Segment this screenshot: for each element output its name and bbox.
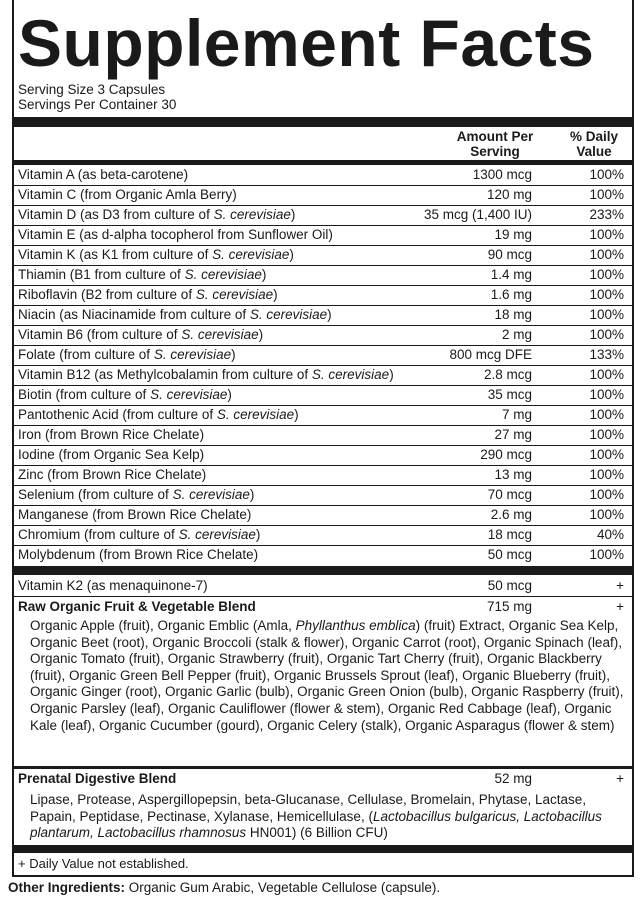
nutrient-dv: 100% [589, 367, 624, 382]
blend-name: Raw Organic Fruit & Vegetable Blend [18, 599, 256, 614]
nutrient-amount: 70 mcg [487, 487, 532, 502]
nutrient-dv: 100% [589, 407, 624, 422]
nutrient-row [18, 365, 624, 385]
nutrient-name: Vitamin A (as beta-carotene) [18, 167, 189, 182]
nutrient-name: Vitamin B6 (from culture of S. cerevisiae) [18, 327, 264, 342]
nutrient-name: Thiamin (B1 from culture of S. cerevisiae) [18, 267, 267, 282]
nutrient-amount: 7 mg [501, 407, 532, 422]
nutrient-name: Biotin (from culture of S. cerevisiae) [18, 387, 232, 402]
nutrient-row [18, 265, 624, 285]
nutrient-dv: 100% [589, 447, 624, 462]
nutrient-dv: 100% [589, 547, 624, 562]
nutrient-dv: 100% [589, 507, 624, 522]
nutrient-amount: 50 mcg [487, 578, 532, 593]
nutrient-name: Vitamin C (from Organic Amla Berry) [18, 187, 237, 202]
nutrient-name: Molybdenum (from Brown Rice Chelate) [18, 547, 259, 562]
blend-amount: 52 mg [494, 771, 532, 786]
daily-value-footnote: + Daily Value not established. [18, 856, 189, 871]
nutrient-dv: 100% [589, 247, 624, 262]
nutrient-dv: + [616, 578, 624, 593]
servings-per-container: Servings Per Container 30 [18, 97, 177, 112]
nutrient-amount: 18 mg [494, 307, 532, 322]
nutrient-row [18, 285, 624, 305]
nutrient-amount: 18 mcg [487, 527, 532, 542]
nutrient-row [18, 445, 624, 465]
nutrient-name: Iodine (from Organic Sea Kelp) [18, 447, 205, 462]
blend-dv: + [616, 771, 624, 786]
nutrient-amount: 90 mcg [487, 247, 532, 262]
nutrient-dv: 100% [589, 187, 624, 202]
nutrient-dv: 100% [589, 427, 624, 442]
nutrient-dv: 100% [589, 327, 624, 342]
nutrient-name: Iron (from Brown Rice Chelate) [18, 427, 205, 442]
nutrient-row [18, 205, 624, 225]
nutrient-row [18, 545, 624, 565]
nutrient-row [18, 185, 624, 205]
blend-name: Prenatal Digestive Blend [18, 771, 177, 786]
nutrient-row [18, 305, 624, 325]
nutrient-name: Selenium (from culture of S. cerevisiae) [18, 487, 255, 502]
nutrient-name: Niacin (as Niacinamide from culture of S. cerevisiae) [18, 307, 332, 322]
nutrient-dv: 100% [589, 387, 624, 402]
nutrient-dv: 100% [589, 227, 624, 242]
nutrient-amount: 290 mcg [480, 447, 532, 462]
nutrient-row [18, 345, 624, 365]
nutrient-amount: 1300 mcg [472, 167, 532, 182]
nutrient-amount: 19 mg [494, 227, 532, 242]
nutrient-row [18, 525, 624, 545]
nutrient-row [18, 505, 624, 525]
nutrient-row [18, 465, 624, 485]
nutrient-dv: 100% [589, 287, 624, 302]
nutrient-row [18, 385, 624, 405]
fruit-blend-row [18, 597, 624, 617]
nutrient-dv: 100% [589, 307, 624, 322]
nutrient-name: Vitamin D (as D3 from culture of S. cerevisiae) [18, 207, 296, 222]
vitamin-k2-row [18, 576, 624, 596]
daily-value-header: % Daily Value [569, 129, 619, 159]
nutrient-name: Riboflavin (B2 from culture of S. cerevisiae) [18, 287, 278, 302]
nutrient-row [18, 425, 624, 445]
nutrient-amount: 120 mg [486, 187, 532, 202]
digestive-blend-ingredients: Lipase, Protease, Aspergillopepsin, beta-Glucanase, Cellulase, Bromelain, Phytase, Lactase, Papain, Peptidase, Pectinase, Xylanase, Hemicellulase, (Lactobacillus bulgaricus, Lactobacillus plantarum, Lactobacillus rhamnosus HN001) (6 Billion CFU) [30, 792, 602, 841]
nutrient-amount: 2 mg [501, 327, 532, 342]
nutrient-name: Folate (from culture of S. cerevisiae) [18, 347, 236, 362]
serving-size: Serving Size 3 Capsules [18, 82, 166, 97]
thick-divider-3 [14, 845, 632, 853]
blend-dv: + [616, 599, 624, 614]
nutrient-row [18, 485, 624, 505]
nutrient-amount: 800 mcg DFE [449, 347, 532, 362]
nutrient-row [18, 225, 624, 245]
nutrient-amount: 2.8 mcg [483, 367, 532, 382]
fruit-blend-ingredients: Organic Apple (fruit), Organic Emblic (Amla, Phyllanthus emblica) (fruit) Extract, Organic Sea Kelp, Organic Beet (root), Organic Broccoli (stalk & flower), Organic Carrot (root), Organic Spinach (leaf), Organic Tomato (fruit), Organic Strawberry (fruit), Organic Tart Cherry (fruit), Organic Blackberry (fruit), Organic Green Bell Pepper (fruit), Organic Brussels Sprout (leaf), Organic Blueberry (fruit), Organic Ginger (root), Organic Garlic (bulb), Organic Green Onion (bulb), Organic Raspberry (fruit), Organic Parsley (leaf), Organic Cauliflower (flower & stem), Organic Red Cabbage (leaf), Organic Kale (leaf), Organic Cucumber (gourd), Organic Celery (stalk), Organic Asparagus (flower & stem) [30, 618, 624, 733]
nutrient-amount: 35 mcg [487, 387, 532, 402]
thick-divider-2 [14, 566, 632, 575]
nutrient-amount: 13 mg [494, 467, 532, 482]
nutrient-name: Manganese (from Brown Rice Chelate) [18, 507, 252, 522]
nutrient-dv: 100% [589, 467, 624, 482]
nutrient-name: Vitamin E (as d-alpha tocopherol from Sunflower Oil) [18, 227, 333, 242]
nutrient-row [18, 325, 624, 345]
amount-per-serving-header: Amount Per Serving [456, 129, 534, 159]
thick-divider [14, 117, 632, 127]
nutrient-name: Zinc (from Brown Rice Chelate) [18, 467, 207, 482]
nutrient-dv: 233% [589, 207, 624, 222]
blend-amount: 715 mg [486, 599, 532, 614]
other-ingredients-label: Other Ingredients: [8, 880, 126, 895]
nutrient-amount: 35 mcg (1,400 IU) [423, 207, 532, 222]
nutrient-name: Vitamin B12 (as Methylcobalamin from culture of S. cerevisiae) [18, 367, 394, 382]
other-ingredients [8, 879, 440, 897]
nutrient-dv: 100% [589, 487, 624, 502]
nutrient-name: Vitamin K2 (as menaquinone-7) [18, 578, 208, 593]
nutrient-dv: 40% [596, 527, 624, 542]
nutrient-row [18, 165, 624, 185]
other-ingredients-text: Organic Gum Arabic, Vegetable Cellulose (capsule). [125, 880, 441, 895]
nutrient-dv: 133% [589, 347, 624, 362]
nutrient-name: Pantothenic Acid (from culture of S. cerevisiae) [18, 407, 299, 422]
panel-title: Supplement Facts [18, 6, 595, 80]
nutrient-dv: 100% [589, 167, 624, 182]
nutrient-name: Chromium (from culture of S. cerevisiae) [18, 527, 261, 542]
digestive-blend-row [18, 769, 624, 789]
nutrient-amount: 2.6 mg [490, 507, 532, 522]
nutrient-amount: 1.6 mg [490, 287, 532, 302]
nutrient-amount: 50 mcg [487, 547, 532, 562]
nutrient-amount: 1.4 mg [490, 267, 532, 282]
nutrient-row [18, 245, 624, 265]
nutrient-name: Vitamin K (as K1 from culture of S. cerevisiae) [18, 247, 294, 262]
nutrient-amount: 27 mg [494, 427, 532, 442]
nutrient-row [18, 405, 624, 425]
nutrient-dv: 100% [589, 267, 624, 282]
